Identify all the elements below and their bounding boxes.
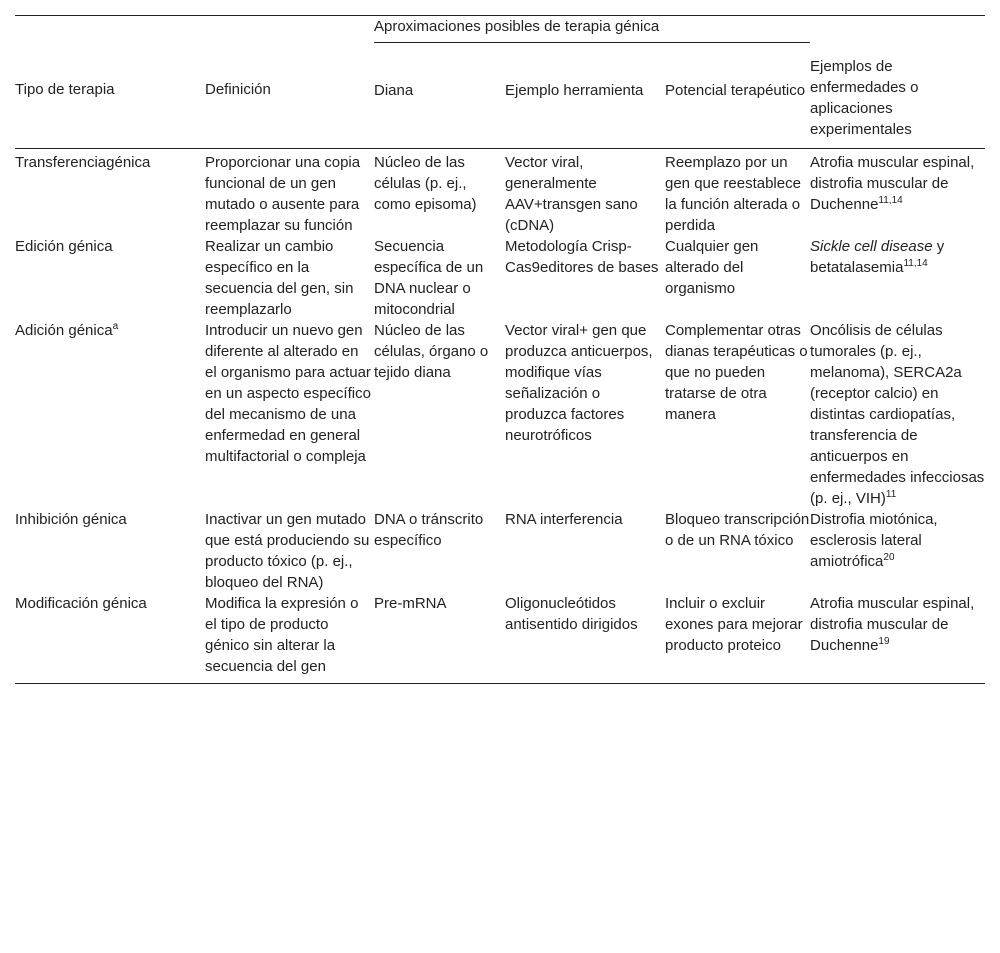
cell-ejemplos <box>810 236 985 320</box>
table-row <box>15 149 985 237</box>
header-tipo: Tipo de terapia <box>15 16 205 149</box>
ejemplos-text: Oncólisis de células tumorales (p. ej., melanoma), SERCA2a (receptor calcio) en distintas cardiopatías, transferencia de anticuerpos en enfermedades infecciosas (p. ej., VIH) <box>810 322 985 507</box>
gene-therapy-table <box>15 15 985 684</box>
group-header-label: Aproximaciones posibles de terapia génica <box>374 16 810 43</box>
cell-diana: DNA o tránscrito específico <box>374 511 484 549</box>
reference-superscript: 11,14 <box>878 195 903 206</box>
header-definicion: Definición <box>205 16 374 149</box>
table-row <box>15 236 985 320</box>
cell-tipo: Inhibición génica <box>15 511 127 528</box>
ejemplos-text: Distrofia miotónica, esclerosis lateral amiotrófica <box>810 511 938 570</box>
group-header <box>374 16 810 73</box>
header-herramienta: Ejemplo herramienta <box>505 73 665 149</box>
cell-definicion: Modifica la expresión o el tipo de producto génico sin alterar la secuencia del gen <box>205 593 374 684</box>
cell-tipo: Edición génica <box>15 238 113 255</box>
table-row <box>15 509 985 593</box>
cell-definicion: Proporcionar una copia funcional de un gen mutado o ausente para reemplazar su función <box>205 154 361 234</box>
cell-herramienta: Metodología Crisp-Cas9editores de bases <box>505 238 659 276</box>
ejemplos-italic-text: Sickle cell disease <box>810 238 933 255</box>
cell-potencial: Complementar otras dianas terapéuticas o que no pueden tratarse de otra manera <box>665 322 808 423</box>
table-row <box>15 320 985 509</box>
cell-diana: Pre-mRNA <box>374 593 505 684</box>
cell-ejemplos <box>810 149 985 237</box>
cell-tipo: Modificación génica <box>15 593 205 684</box>
table-row <box>15 593 985 684</box>
cell-potencial: Incluir o excluir exones para mejorar producto proteico <box>665 593 810 684</box>
cell-potencial: Cualquier gen alterado del organismo <box>665 238 759 297</box>
cell-tipo <box>15 320 205 509</box>
reference-superscript: 11,14 <box>903 258 928 269</box>
cell-herramienta: Vector viral+ gen que produzca anticuerpos, modifique vías señalización o produzca factores neurotróficos <box>505 322 653 444</box>
tipo-text: Adición génica <box>15 322 113 339</box>
header-diana: Diana <box>374 73 505 149</box>
cell-diana: Secuencia específica de un DNA nuclear o mitocondrial <box>374 238 484 318</box>
cell-diana: Núcleo de las células, órgano o tejido diana <box>374 322 489 381</box>
cell-herramienta: Oligonucleótidos antisentido dirigidos <box>505 593 665 684</box>
cell-ejemplos <box>810 593 985 684</box>
footnote-marker: a <box>112 321 119 332</box>
cell-diana: Núcleo de las células (p. ej., como episoma) <box>374 154 477 213</box>
header-ejemplos: Ejemplos de enfermedades o aplicaciones experimentales <box>810 16 985 149</box>
ejemplos-text: y betatalasemia <box>810 238 945 276</box>
cell-ejemplos <box>810 509 985 593</box>
ejemplos-text: Atrofia muscular espinal, distrofia muscular de Duchenne <box>810 595 975 654</box>
group-header-row <box>15 16 985 73</box>
cell-herramienta: Vector viral, generalmente AAV+transgen sano (cDNA) <box>505 154 638 234</box>
cell-tipo: Transferenciagénica <box>15 154 151 171</box>
ejemplos-text: Atrofia muscular espinal, distrofia muscular de Duchenne <box>810 154 975 213</box>
reference-superscript: 20 <box>883 552 895 563</box>
cell-definicion: Realizar un cambio específico en la secuencia del gen, sin reemplazarlo <box>205 238 354 318</box>
header-potencial: Potencial terapéutico <box>665 73 810 149</box>
cell-herramienta: RNA interferencia <box>505 511 623 528</box>
reference-superscript: 11 <box>885 489 897 500</box>
cell-potencial: Reemplazo por un gen que reestablece la función alterada o perdida <box>665 154 801 234</box>
cell-definicion: Inactivar un gen mutado que está produciendo su producto tóxico (p. ej., bloqueo del RNA) <box>205 511 370 591</box>
cell-potencial: Bloqueo transcripción o de un RNA tóxico <box>665 511 810 549</box>
cell-definicion: Introducir un nuevo gen diferente al alterado en el organismo para actuar en un aspecto específico del mecanismo de una enfermedad en general multifactorial o compleja <box>205 322 371 465</box>
cell-ejemplos <box>810 320 985 509</box>
reference-superscript: 19 <box>878 636 890 647</box>
